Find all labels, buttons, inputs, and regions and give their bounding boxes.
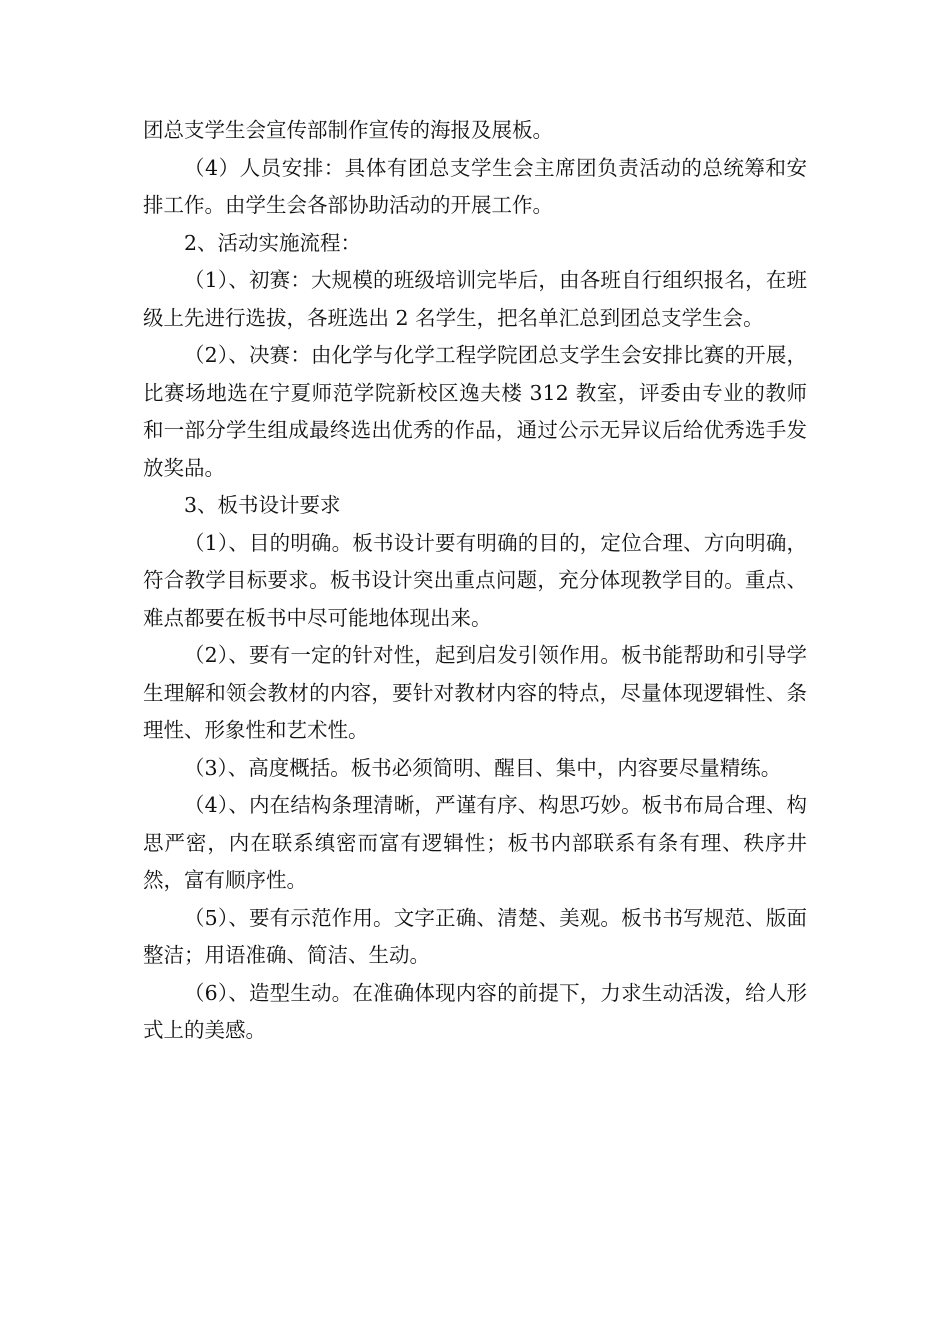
paragraph-6: （1）、目的明确。板书设计要有明确的目的，定位合理、方向明确，符合教学目标要求。板书设计突出重点问题，充分体现教学目的。重点、难点都要在板书中尽可能地体现出来。 — [143, 530, 807, 630]
paragraph-0: 团总支学生会宣传部制作宣传的海报及展板。 — [143, 118, 553, 142]
paragraph-4: （2）、决赛：由化学与化学工程学院团总支学生会安排比赛的开展，比赛场地选在宁夏师范学院新校区逸夫楼 312 教室，评委由专业的教师和一部分学生组成最终选出优秀的作品，通过公示无异议后给优秀选手发放奖品。 — [143, 343, 807, 480]
paragraph-7: （2）、要有一定的针对性，起到启发引领作用。板书能帮助和引导学生理解和领会教材的内容，要针对教材内容的特点，尽量体现逻辑性、条理性、形象性和艺术性。 — [143, 643, 807, 742]
paragraph-8: （3）、高度概括。板书必须简明、醒目、集中，内容要尽量精练。 — [184, 755, 782, 780]
paragraph-2: 2、活动实施流程： — [184, 230, 362, 255]
paragraph-10: （5）、要有示范作用。文字正确、清楚、美观。板书书写规范、版面整洁；用语准确、简洁、生动。 — [143, 905, 807, 967]
document-body — [143, 112, 807, 1050]
paragraph-3: （1）、初赛：大规模的班级培训完毕后，由各班自行组织报名，在班级上先进行选拔，各班选出 2 名学生，把名单汇总到团总支学生会。 — [143, 268, 807, 330]
paragraph-9: （4）、内在结构条理清晰，严谨有序、构思巧妙。板书布局合理、构思严密，内在联系缜密而富有逻辑性；板书内部联系有条有理、秩序井然，富有顺序性。 — [143, 793, 807, 892]
paragraph-11: （6）、造型生动。在准确体现内容的前提下，力求生动活泼，给人形式上的美感。 — [143, 980, 807, 1042]
paragraph-1: （4）人员安排：具体有团总支学生会主席团负责活动的总统筹和安排工作。由学生会各部协助活动的开展工作。 — [143, 155, 807, 217]
paragraph-5: 3、板书设计要求 — [184, 493, 341, 517]
